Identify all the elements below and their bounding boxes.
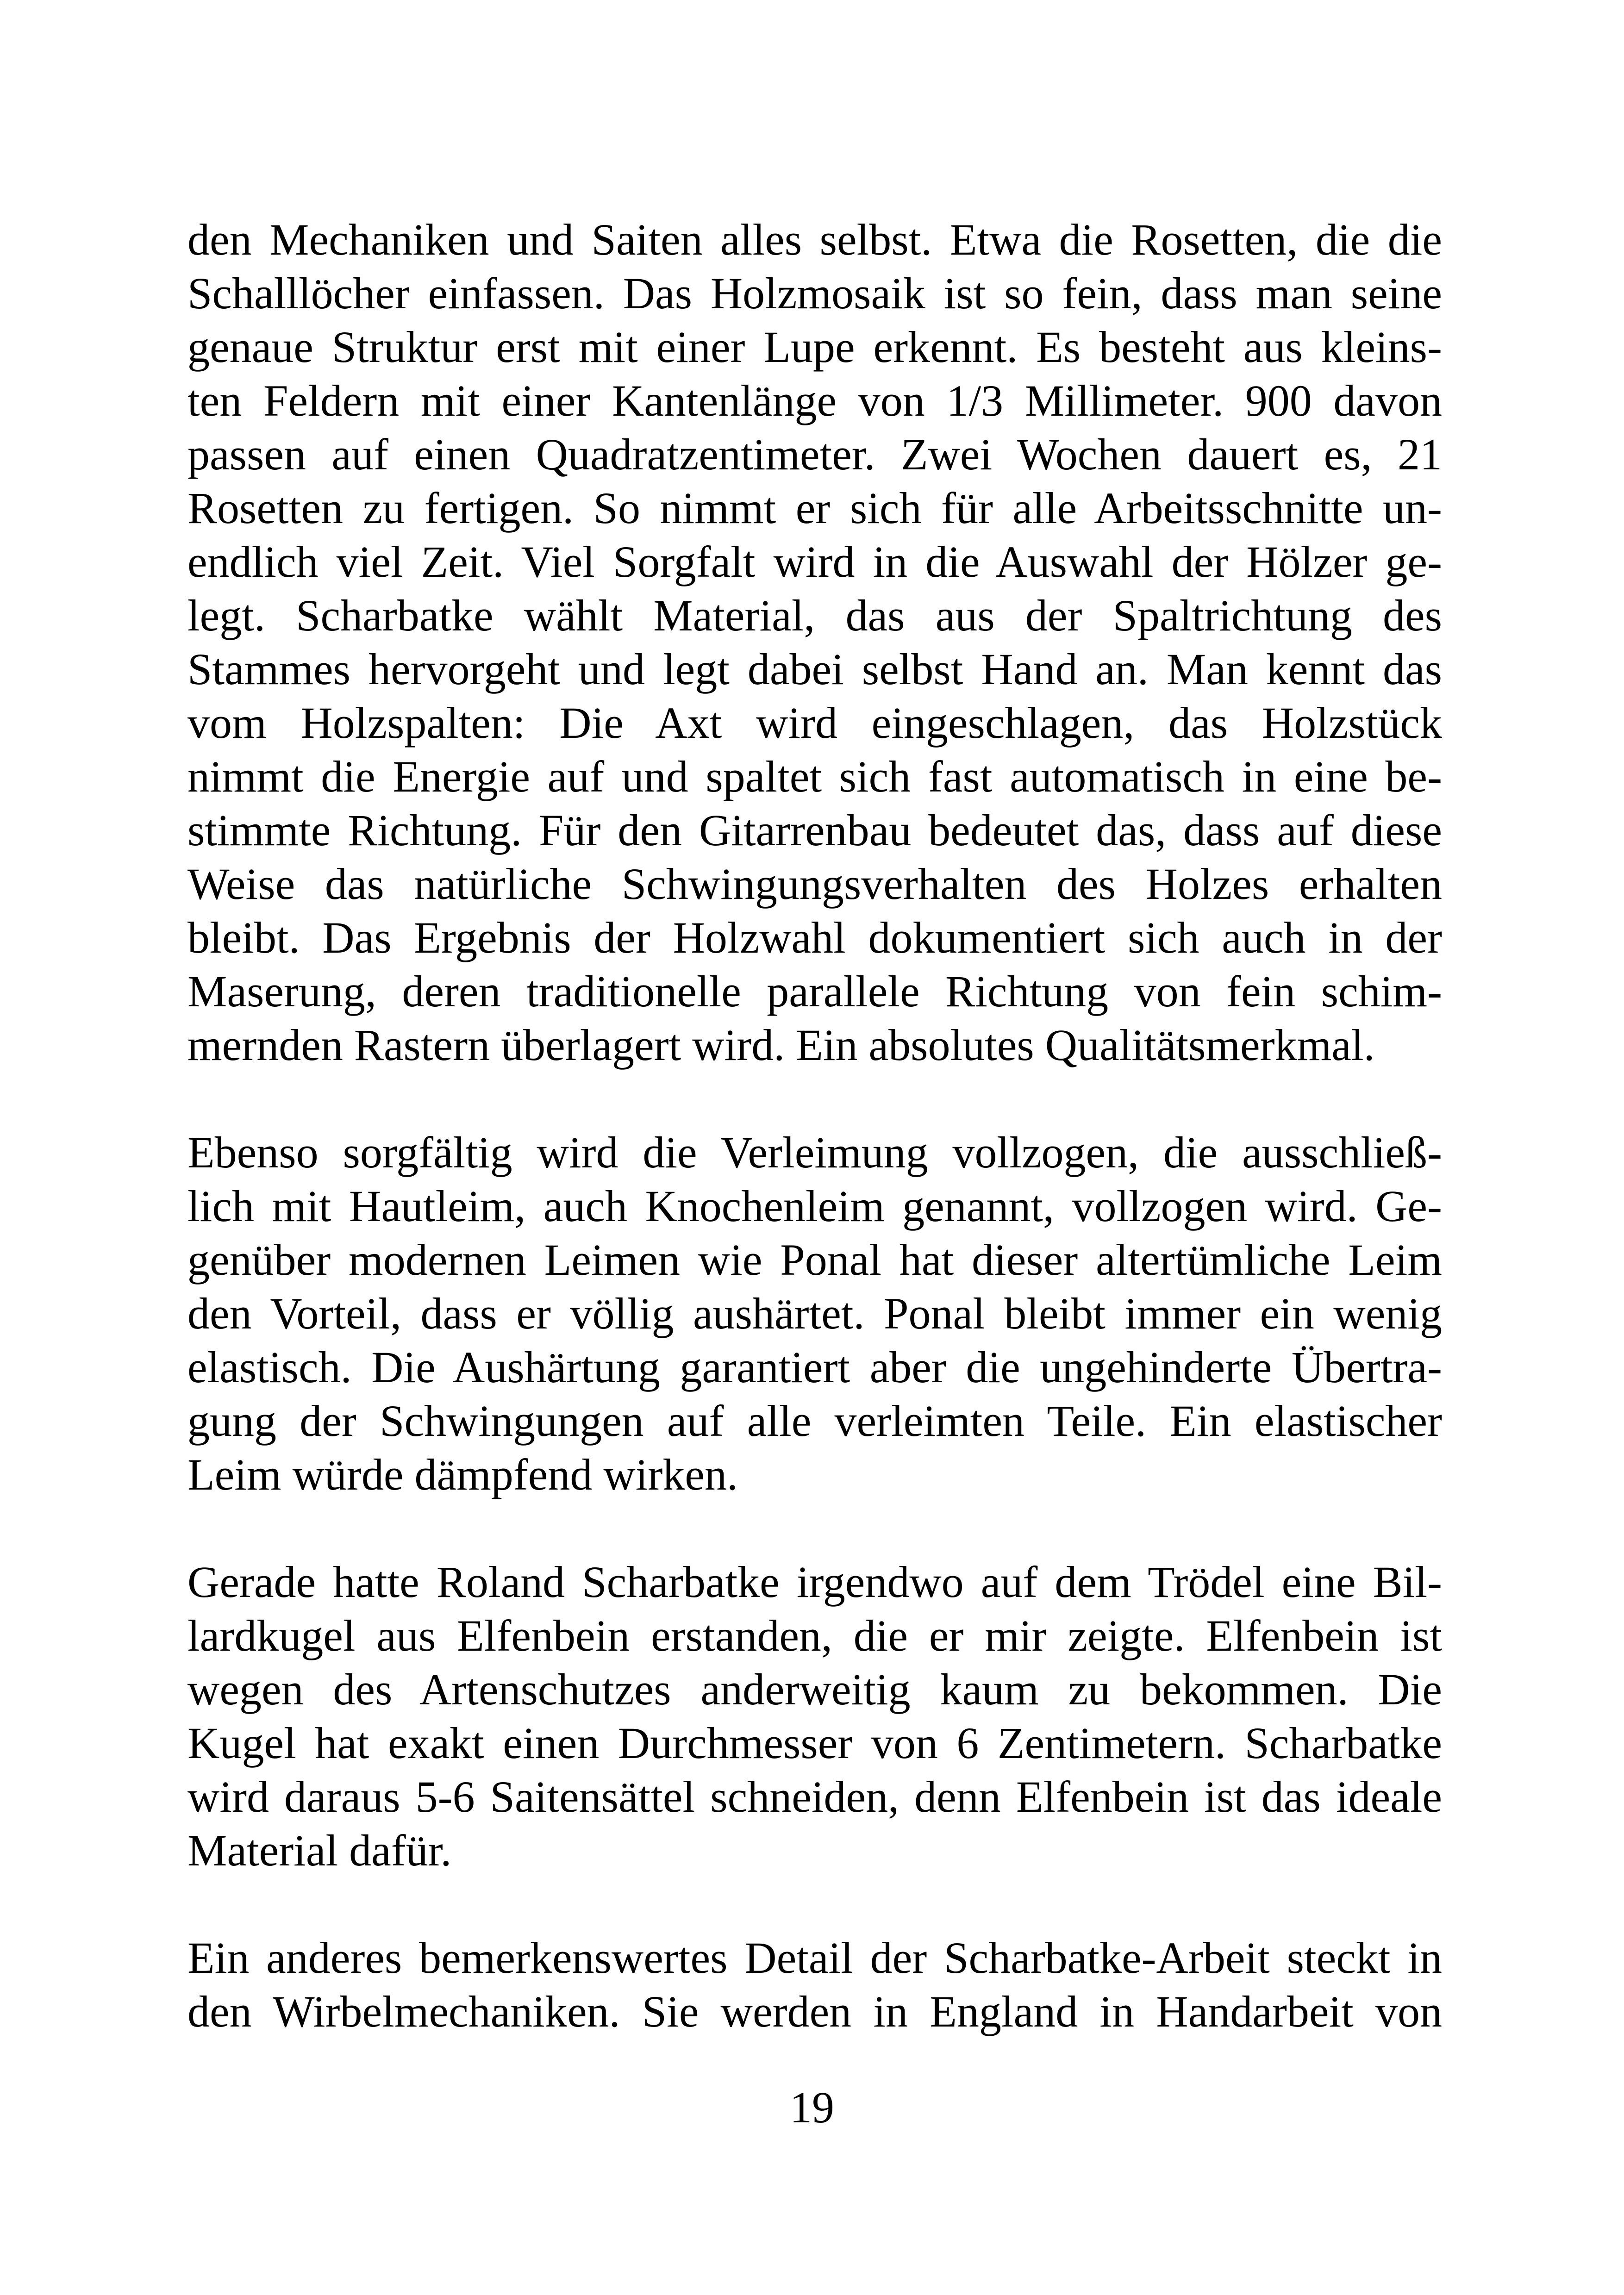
text-line: genaue Struktur erst mit einer Lupe erkennt. Es besteht aus kleins- [187, 322, 1442, 372]
text-line: legt. Scharbatke wählt Material, das aus der Spaltrichtung des [187, 591, 1442, 640]
text-line: Leim würde dämpfend wirken. [187, 1450, 738, 1499]
text-line: Weise das natürliche Schwingungsverhalten des Holzes erhalten [187, 859, 1442, 909]
paragraph-2 [187, 1126, 1442, 1502]
text-line: nimmt die Energie auf und spaltet sich fast automatisch in eine be- [187, 752, 1442, 801]
page-body [187, 213, 1442, 2039]
text-line: Rosetten zu fertigen. So nimmt er sich für alle Arbeitsschnitte un- [187, 483, 1442, 533]
paragraph-3 [187, 1555, 1442, 1877]
text-line: endlich viel Zeit. Viel Sorgfalt wird in die Auswahl der Hölzer ge- [187, 537, 1442, 586]
text-line: bleibt. Das Ergebnis der Holzwahl dokumentiert sich auch in der [187, 913, 1442, 962]
text-line: Ebenso sorgfältig wird die Verleimung vollzogen, die ausschließ- [187, 1128, 1442, 1177]
text-line: lardkugel aus Elfenbein erstanden, die er mir zeigte. Elfenbein ist [187, 1611, 1442, 1660]
paragraph-4 [187, 1931, 1442, 2039]
text-line: Material dafür. [187, 1826, 452, 1875]
page-number: 19 [790, 2083, 834, 2132]
text-line: lich mit Hautleim, auch Knochenleim genannt, vollzogen wird. Ge- [187, 1181, 1442, 1231]
paragraph-1 [187, 213, 1442, 1072]
text-line: Maserung, deren traditionelle parallele Richtung von fein schim- [187, 967, 1442, 1016]
paragraph-spacer [187, 1502, 1442, 1555]
text-line: ten Feldern mit einer Kantenlänge von 1/3 Millimeter. 900 davon [187, 376, 1442, 425]
text-line: elastisch. Die Aushärtung garantiert aber die ungehinderte Übertra- [187, 1342, 1442, 1392]
text-line: Stammes hervorgeht und legt dabei selbst Hand an. Man kennt das [187, 644, 1442, 694]
text-line: vom Holzspalten: Die Axt wird eingeschlagen, das Holzstück [187, 698, 1442, 748]
paragraph-spacer [187, 1877, 1442, 1931]
text-line: passen auf einen Quadratzentimeter. Zwei Wochen dauert es, 21 [187, 430, 1442, 479]
text-line: Schalllöcher einfassen. Das Holzmosaik ist so fein, dass man seine [187, 268, 1442, 318]
text-line: Kugel hat exakt einen Durchmesser von 6 Zentimetern. Scharbatke [187, 1718, 1442, 1768]
text-line: genüber modernen Leimen wie Ponal hat dieser altertümliche Leim [187, 1235, 1442, 1285]
text-line: mernden Rastern überlagert wird. Ein absolutes Qualitätsmerkmal. [187, 1020, 1375, 1070]
text-line: den Mechaniken und Saiten alles selbst. Etwa die Rosetten, die die [187, 215, 1442, 264]
text-line: den Vorteil, dass er völlig aushärtet. Ponal bleibt immer ein wenig [187, 1289, 1442, 1338]
text-line: gung der Schwingungen auf alle verleimten Teile. Ein elastischer [187, 1396, 1442, 1446]
text-line: den Wirbelmechaniken. Sie werden in England in Handarbeit von [187, 1987, 1442, 2036]
text-line: Gerade hatte Roland Scharbatke irgendwo auf dem Trödel eine Bil- [187, 1557, 1442, 1607]
text-line: wird daraus 5-6 Saitensättel schneiden, denn Elfenbein ist das ideale [187, 1772, 1442, 1821]
text-line: stimmte Richtung. Für den Gitarrenbau bedeutet das, dass auf diese [187, 805, 1442, 855]
paragraph-spacer [187, 1072, 1442, 1126]
text-line: Ein anderes bemerkenswertes Detail der Scharbatke-Arbeit steckt in [187, 1933, 1442, 1983]
text-line: wegen des Artenschutzes anderweitig kaum zu bekommen. Die [187, 1665, 1442, 1714]
